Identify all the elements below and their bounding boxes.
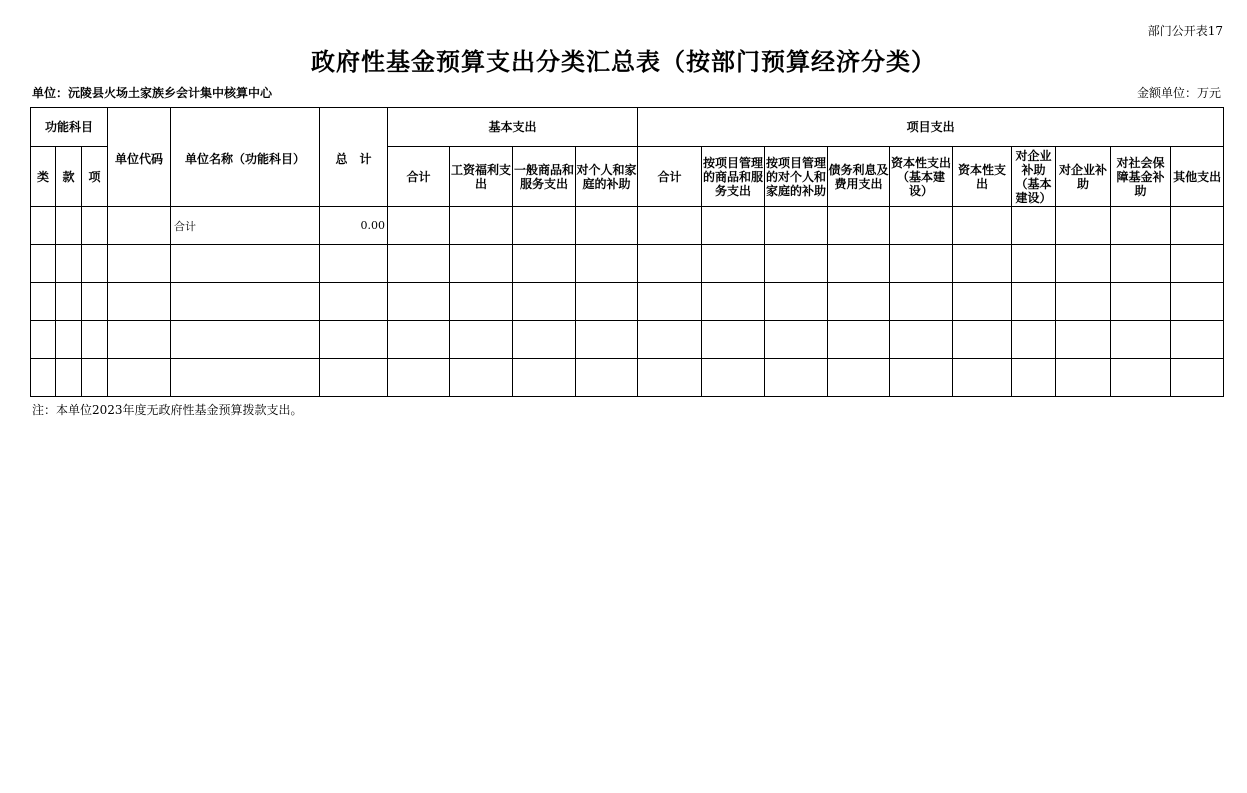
row-total bbox=[320, 321, 388, 359]
header-social-security-subsidy: 对社会保障基金补助 bbox=[1111, 147, 1171, 207]
header-kuan: 款 bbox=[56, 147, 82, 207]
table-row bbox=[31, 321, 1224, 359]
header-project-goods-services: 按项目管理的商品和服务支出 bbox=[702, 147, 765, 207]
header-project-expenditure: 项目支出 bbox=[638, 108, 1224, 147]
header-goods-services: 一般商品和服务支出 bbox=[513, 147, 576, 207]
header-lei: 类 bbox=[31, 147, 56, 207]
header-enterprise-subsidy-construction: 对企业补助（基本建设） bbox=[1012, 147, 1056, 207]
header-individual-subsidy: 对个人和家庭的补助 bbox=[576, 147, 638, 207]
header-function-subject: 功能科目 bbox=[31, 108, 108, 147]
header-project-individual-subsidy: 按项目管理的对个人和家庭的补助 bbox=[765, 147, 828, 207]
header-basic-total: 合计 bbox=[388, 147, 450, 207]
table-row bbox=[31, 359, 1224, 397]
row-name bbox=[171, 283, 320, 321]
row-total: 0.00 bbox=[320, 207, 388, 245]
footnote: 注：本单位2023年度无政府性基金预算拨款支出。 bbox=[32, 403, 303, 417]
row-total bbox=[320, 283, 388, 321]
expenditure-table bbox=[30, 107, 1224, 397]
header-unit-name: 单位名称（功能科目） bbox=[171, 108, 320, 207]
header-capital-expenditure: 资本性支出 bbox=[953, 147, 1012, 207]
page-title: 政府性基金预算支出分类汇总表（按部门预算经济分类） bbox=[311, 47, 936, 76]
table-row bbox=[31, 207, 1224, 245]
header-capital-construction: 资本性支出（基本建设） bbox=[890, 147, 953, 207]
header-total: 总 计 bbox=[320, 108, 388, 207]
header-unit-code: 单位代码 bbox=[108, 108, 171, 207]
row-total bbox=[320, 359, 388, 397]
row-total bbox=[320, 245, 388, 283]
header-project-total: 合计 bbox=[638, 147, 702, 207]
header-basic-expenditure: 基本支出 bbox=[388, 108, 638, 147]
header-enterprise-subsidy: 对企业补助 bbox=[1056, 147, 1111, 207]
row-name bbox=[171, 359, 320, 397]
header-debt-interest: 债务利息及费用支出 bbox=[828, 147, 890, 207]
row-name: 合计 bbox=[171, 207, 320, 245]
unit-label: 单位：沅陵县火场土家族乡会计集中核算中心 bbox=[32, 86, 273, 100]
row-name bbox=[171, 321, 320, 359]
table-row bbox=[31, 283, 1224, 321]
header-other-expenditure: 其他支出 bbox=[1171, 147, 1224, 207]
amount-unit-label: 金额单位：万元 bbox=[1136, 86, 1221, 100]
form-number: 部门公开表17 bbox=[1147, 24, 1223, 38]
header-wages-welfare: 工资福利支出 bbox=[450, 147, 513, 207]
header-xiang: 项 bbox=[82, 147, 108, 207]
table-row bbox=[31, 245, 1224, 283]
row-name bbox=[171, 245, 320, 283]
